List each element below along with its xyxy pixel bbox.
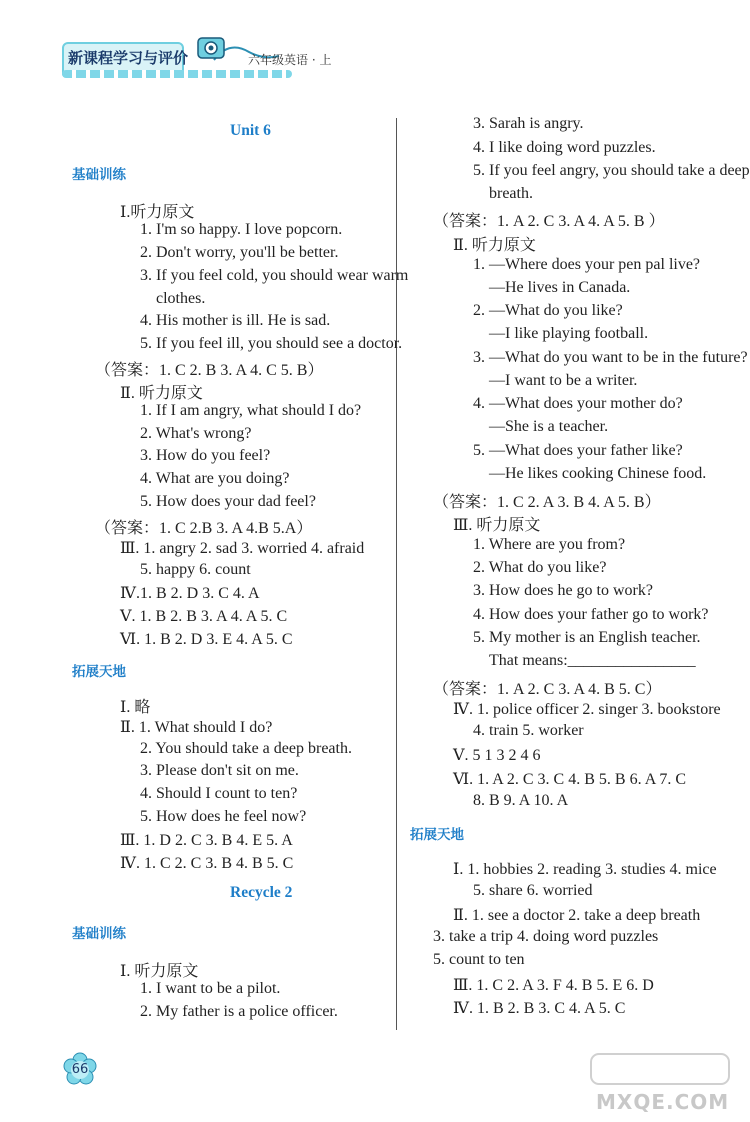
text-line: Ⅰ. 略 — [120, 699, 151, 716]
text-line: Ⅳ.1. B 2. D 3. C 4. A — [120, 585, 260, 602]
text-line: 5. —What does your father like? — [473, 442, 683, 459]
text-line: Ⅲ. 1. angry 2. sad 3. worried 4. afraid — [120, 540, 365, 557]
text-line: 4. Should I count to ten? — [140, 785, 298, 802]
text-line: 5. My mother is an English teacher. — [473, 629, 701, 646]
text-line: （答案：1. C 2.B 3. A 4.B 5.A） — [95, 520, 313, 537]
text-line: 5. If you feel ill, you should see a doctor. — [140, 335, 403, 352]
section-heading: 拓展天地 — [72, 664, 126, 680]
text-line: 2. Don't worry, you'll be better. — [140, 244, 339, 261]
text-line: 4. His mother is ill. He is sad. — [140, 312, 331, 329]
text-line: Ⅱ. 1. see a doctor 2. take a deep breath — [453, 907, 701, 924]
text-line: 4. How does your father go to work? — [473, 606, 709, 623]
text-line: 1. If I am angry, what should I do? — [140, 402, 362, 419]
text-line: —I like playing football. — [489, 325, 649, 342]
text-line: Ⅳ. 1. B 2. B 3. C 4. A 5. C — [453, 1000, 626, 1017]
text-line: 3. If you feel cold, you should wear warm — [140, 267, 409, 284]
text-line: Ⅱ. 听力原文 — [453, 237, 536, 254]
text-line: 3. —What do you want to be in the future? — [473, 349, 748, 366]
text-line: Ⅳ. 1. police officer 2. singer 3. bookstore — [453, 701, 721, 718]
text-line: Ⅰ. 听力原文 — [120, 963, 199, 980]
text-line: 4. —What does your mother do? — [473, 395, 683, 412]
text-line: （答案：1. A 2. C 3. A 4. B 5. C） — [433, 681, 662, 698]
text-line: 5. How does he feel now? — [140, 808, 307, 825]
text-line: 2. You should take a deep breath. — [140, 740, 352, 757]
text-line: —She is a teacher. — [489, 418, 609, 435]
text-line: 1. —Where does your pen pal live? — [473, 256, 701, 273]
section-heading: 拓展天地 — [410, 827, 464, 843]
page-header — [62, 38, 362, 78]
watermark-text: MXQE.COM — [596, 1090, 730, 1114]
text-line: 1. I'm so happy. I love popcorn. — [140, 221, 343, 238]
section-heading: 基础训练 — [72, 167, 126, 183]
text-line: Ⅱ. 听力原文 — [120, 385, 203, 402]
text-line: clothes. — [156, 290, 206, 307]
text-line: 3. take a trip 4. doing word puzzles — [433, 928, 659, 945]
text-line: Ⅲ. 1. C 2. A 3. F 4. B 5. E 6. D — [453, 977, 654, 994]
text-line: —He lives in Canada. — [489, 279, 631, 296]
text-line: Ⅵ. 1. B 2. D 3. E 4. A 5. C — [120, 631, 293, 648]
text-line: 1. Where are you from? — [473, 536, 626, 553]
text-line: 5. How does your dad feel? — [140, 493, 316, 510]
text-line: 5. count to ten — [433, 951, 525, 968]
section-heading: 基础训练 — [72, 926, 126, 942]
text-line: —He likes cooking Chinese food. — [489, 465, 707, 482]
text-line: 4. I like doing word puzzles. — [473, 139, 656, 156]
text-line: breath. — [489, 185, 533, 202]
text-line: Ⅲ. 听力原文 — [453, 517, 541, 534]
text-line: 5. happy 6. count — [140, 561, 251, 578]
text-line: 4. train 5. worker — [473, 722, 584, 739]
column-divider — [396, 118, 397, 1030]
text-line: 3. How do you feel? — [140, 447, 271, 464]
text-line: —I want to be a writer. — [489, 372, 638, 389]
book-subtitle: 六年级英语 · 上 — [248, 53, 332, 67]
text-line: 5. If you feel angry, you should take a deep — [473, 162, 750, 179]
text-line: 5. share 6. worried — [473, 882, 593, 899]
text-line: （答案：1. C 2. A 3. B 4. A 5. B） — [433, 494, 661, 511]
text-line: 2. My father is a police officer. — [140, 1003, 338, 1020]
text-line: Ⅰ. 1. hobbies 2. reading 3. studies 4. mice — [453, 861, 717, 878]
text-line: 4. What are you doing? — [140, 470, 290, 487]
text-line: 2. What do you like? — [473, 559, 607, 576]
text-line: Ⅴ. 5 1 3 2 4 6 — [453, 747, 541, 764]
text-line: Ⅳ. 1. C 2. C 3. B 4. B 5. C — [120, 855, 294, 872]
text-line: Ⅲ. 1. D 2. C 3. B 4. E 5. A — [120, 832, 293, 849]
page-number: 66 — [71, 1062, 89, 1077]
text-line: 8. B 9. A 10. A — [473, 792, 569, 809]
text-line: 3. How does he go to work? — [473, 582, 653, 599]
unit-heading: Recycle 2 — [230, 884, 293, 901]
text-line: Ⅴ. 1. B 2. B 3. A 4. A 5. C — [120, 608, 288, 625]
unit-heading: Unit 6 — [230, 122, 271, 139]
text-line: Ⅱ. 1. What should I do? — [120, 719, 273, 736]
text-line: （答案：1. A 2. C 3. A 4. A 5. B ） — [433, 213, 665, 230]
text-line: Ⅵ. 1. A 2. C 3. C 4. B 5. B 6. A 7. C — [453, 771, 687, 788]
text-line: 2. —What do you like? — [473, 302, 623, 319]
text-line: 3. Please don't sit on me. — [140, 762, 299, 779]
book-title: 新课程学习与评价 — [68, 49, 189, 67]
text-line: Ⅰ.听力原文 — [120, 204, 195, 221]
text-line: That means:________________ — [489, 652, 696, 669]
text-line: （答案：1. C 2. B 3. A 4. C 5. B） — [95, 362, 324, 379]
header-wave-decoration — [62, 70, 292, 78]
text-line: 3. Sarah is angry. — [473, 115, 584, 132]
text-line: 1. I want to be a pilot. — [140, 980, 281, 997]
text-line: 2. What's wrong? — [140, 425, 252, 442]
